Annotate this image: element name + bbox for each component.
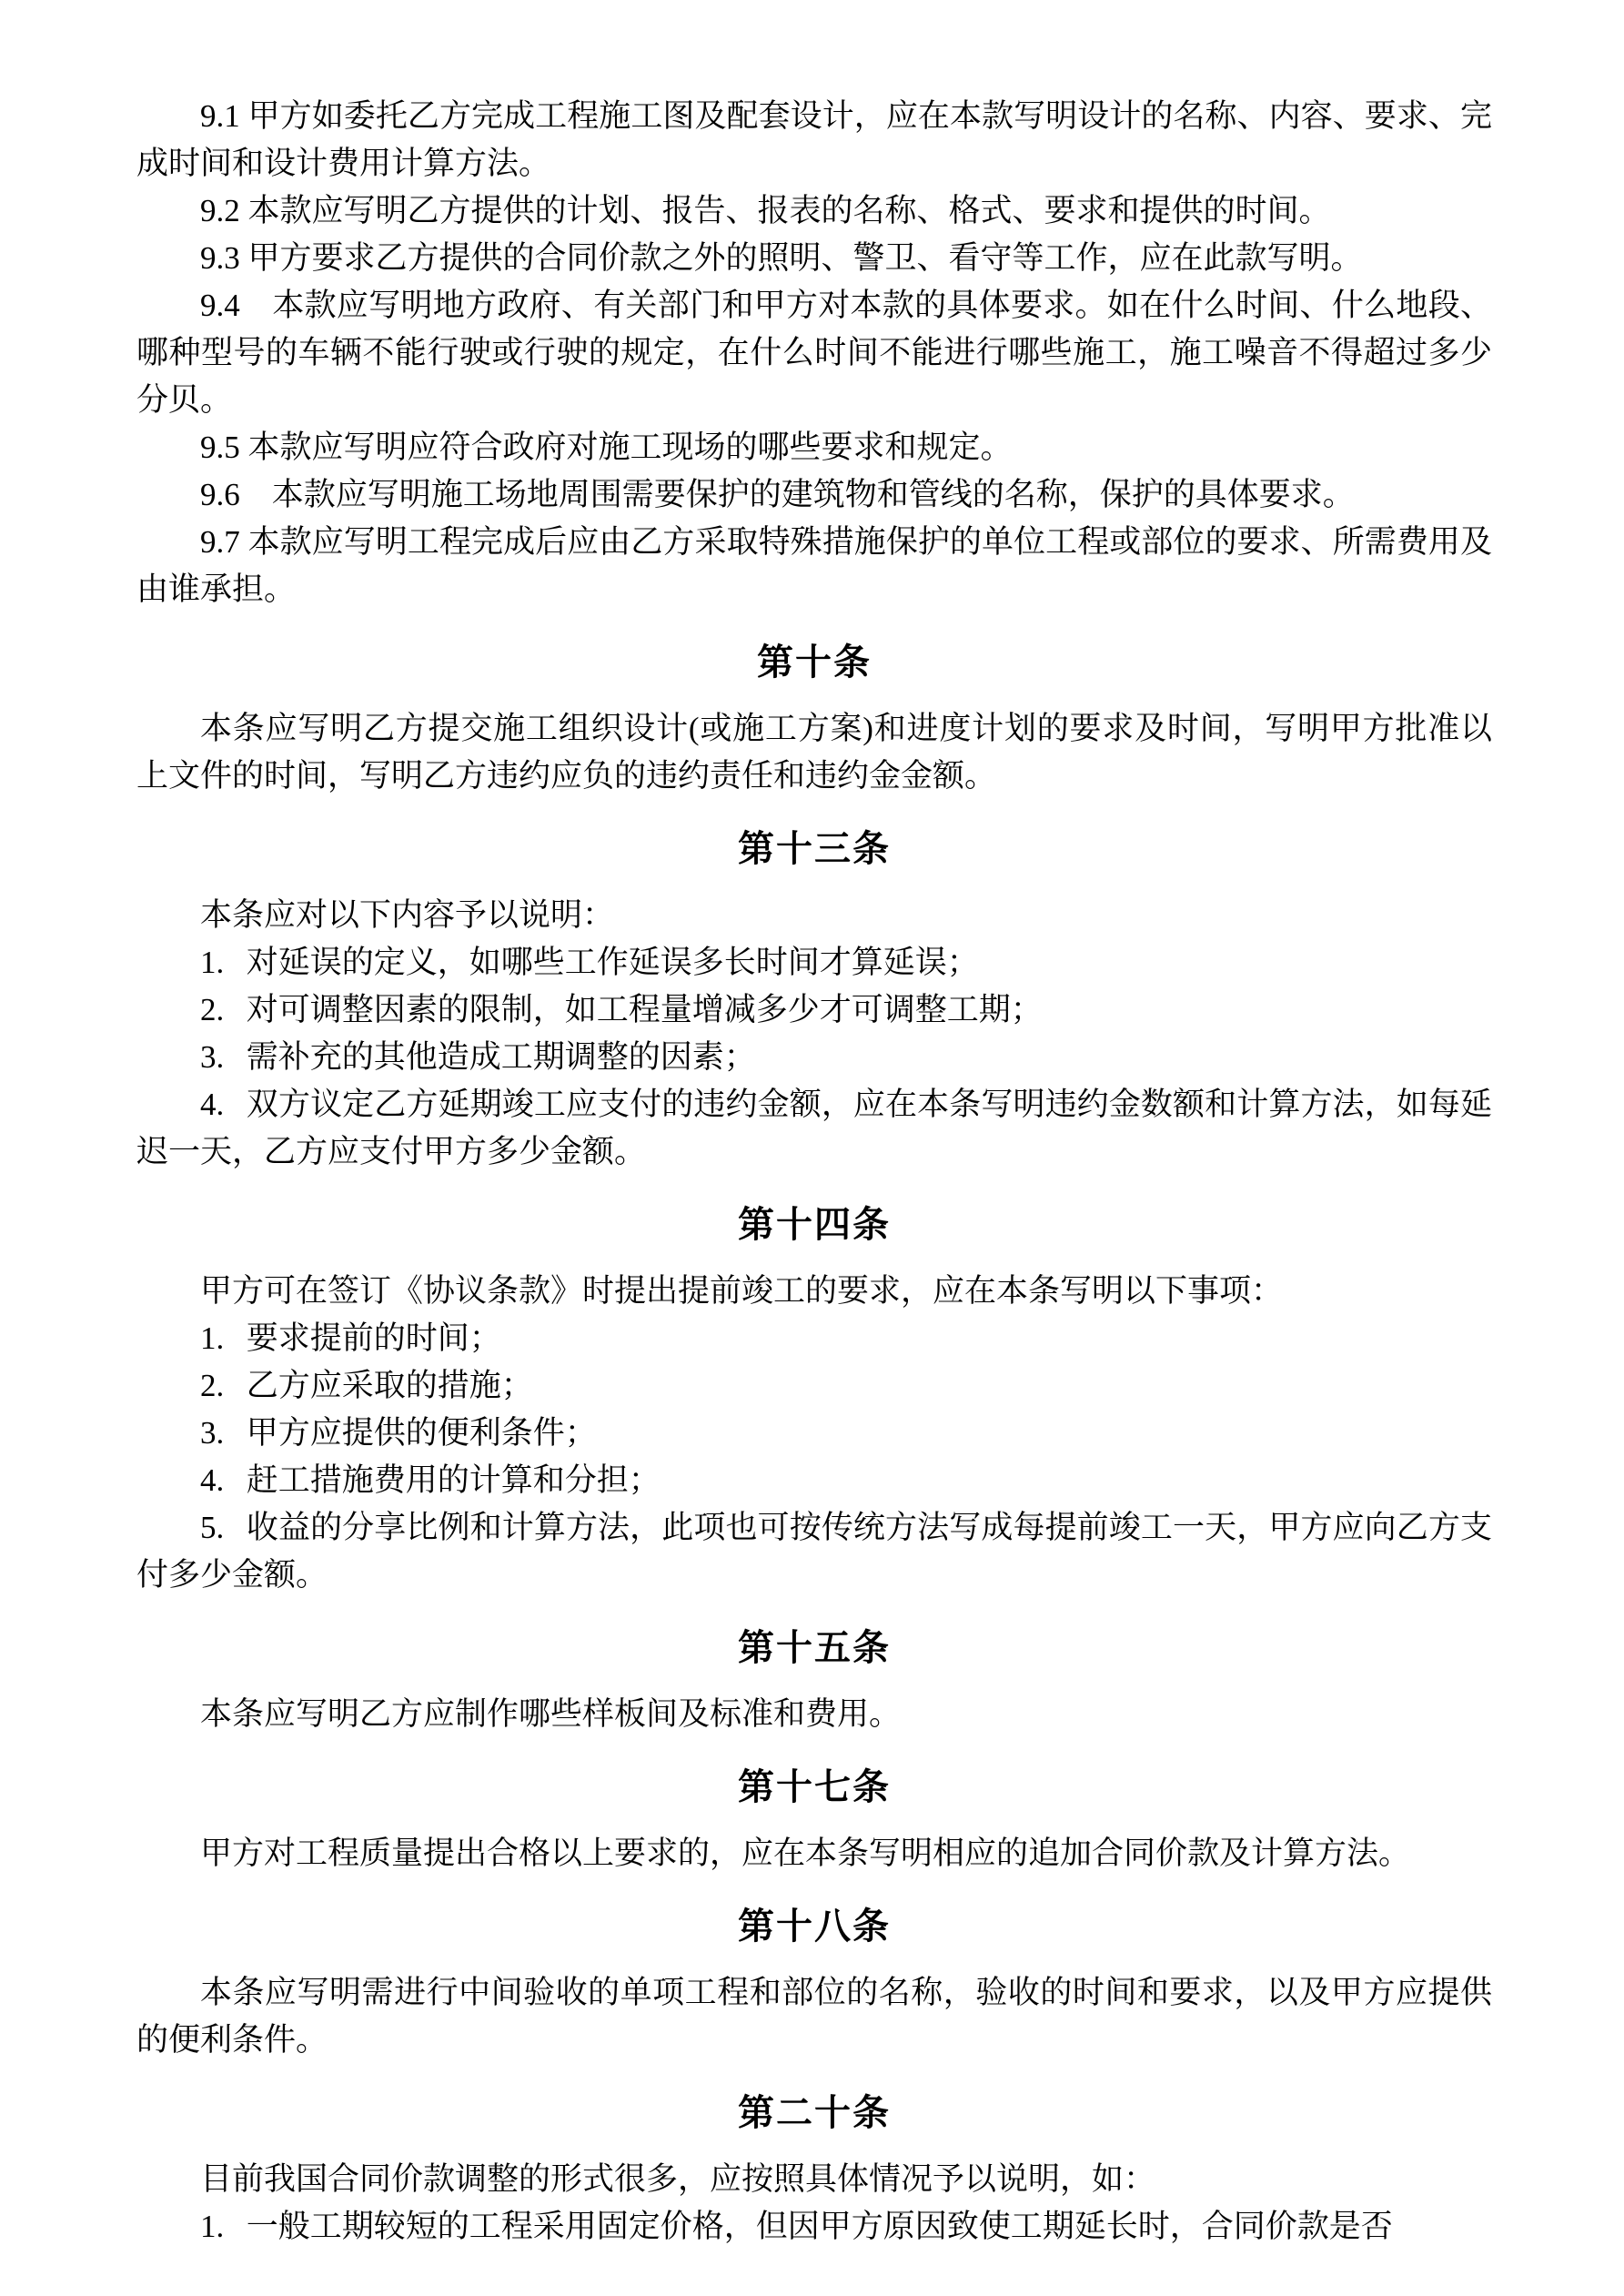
paragraph-article-10: 本条应写明乙方提交施工组织设计(或施工方案)和进度计划的要求及时间，写明甲方批准以上文件的时间，写明乙方违约应负的违约责任和违约金金额。	[136, 711, 1492, 794]
list-item	[136, 1315, 1492, 1362]
paragraph-9-1: 9.1 甲方如委托乙方完成工程施工图及配套设计，应在本款写明设计的名称、内容、要求、完成时间和设计费用计算方法。	[136, 98, 1492, 181]
list-item-text: 对延误的定义，如哪些工作延误多长时间才算延误；	[246, 945, 979, 980]
list-item-marker: 4.	[200, 1462, 225, 1498]
paragraph-article-13-intro: 本条应对以下内容予以说明：	[200, 897, 615, 933]
paragraph-article-20-intro: 目前我国合同价款调整的形式很多，应按照具体情况予以说明，如：	[200, 2161, 1156, 2197]
heading-article-18: 第十八条	[738, 1906, 891, 1947]
heading-article-17: 第十七条	[738, 1766, 891, 1807]
list-item-marker: 2.	[200, 992, 225, 1027]
paragraph-article-18: 本条应写明需进行中间验收的单项工程和部位的名称，验收的时间和要求，以及甲方应提供的便利条件。	[136, 1975, 1492, 2058]
list-item-text: 对可调整因素的限制，如工程量增减多少才可调整工期；	[246, 992, 1043, 1027]
paragraph-article-14-intro: 甲方可在签订《协议条款》时提出提前竣工的要求，应在本条写明以下事项：	[200, 1273, 1284, 1309]
list-item	[136, 939, 1492, 986]
paragraph-9-4: 9.4 本款应写明地方政府、有关部门和甲方对本款的具体要求。如在什么时间、什么地段、哪种型号的车辆不能行驶或行驶的规定，在什么时间不能进行哪些施工，施工噪音不得超过多少分贝。	[136, 288, 1492, 418]
list-item-marker: 5.	[200, 1510, 225, 1545]
list-item-marker: 1.	[200, 945, 225, 980]
list-item-marker: 3.	[200, 1415, 225, 1451]
list-item-text: 收益的分享比例和计算方法，此项也可按传统方法写成每提前竣工一天，甲方应向乙方支付多少金额。	[136, 1510, 1492, 1593]
list-item-marker: 1.	[200, 2209, 225, 2244]
paragraph-9-7: 9.7 本款应写明工程完成后应由乙方采取特殊措施保护的单位工程或部位的要求、所需费用及由谁承担。	[136, 524, 1492, 607]
heading-article-15: 第十五条	[738, 1627, 891, 1668]
paragraph-9-6: 9.6 本款应写明施工场地周围需要保护的建筑物和管线的名称，保护的具体要求。	[200, 477, 1355, 512]
list-item	[136, 1081, 1492, 1176]
paragraph-article-15: 本条应写明乙方应制作哪些样板间及标准和费用。	[200, 1696, 902, 1732]
heading-article-10: 第十条	[757, 642, 872, 683]
list-item	[136, 1034, 1492, 1081]
list-item-text: 双方议定乙方延期竣工应支付的违约金额，应在本条写明违约金数额和计算方法，如每延迟一天，乙方应支付甲方多少金额。	[136, 1087, 1492, 1169]
list-item-text: 要求提前的时间；	[246, 1320, 501, 1356]
paragraph-9-5: 9.5 本款应写明应符合政府对施工现场的哪些要求和规定。	[200, 430, 1013, 465]
list-item	[136, 1362, 1492, 1410]
list-item-text: 乙方应采取的措施；	[246, 1368, 533, 1403]
list-item-text: 赶工措施费用的计算和分担；	[246, 1462, 661, 1498]
heading-article-20: 第二十条	[738, 2092, 891, 2133]
list-item-text: 甲方应提供的便利条件；	[246, 1415, 597, 1451]
list-item	[136, 1410, 1492, 1457]
list-item-marker: 4.	[200, 1087, 225, 1122]
list-item-marker: 1.	[200, 1320, 225, 1356]
paragraph-9-2: 9.2 本款应写明乙方提供的计划、报告、报表的名称、格式、要求和提供的时间。	[200, 193, 1331, 228]
list-item-marker: 2.	[200, 1368, 225, 1403]
list-item	[136, 2203, 1492, 2250]
paragraph-article-17: 甲方对工程质量提出合格以上要求的，应在本条写明相应的追加合同价款及计算方法。	[200, 1836, 1411, 1871]
list-item-text: 需补充的其他造成工期调整的因素；	[246, 1039, 756, 1075]
paragraph-9-3: 9.3 甲方要求乙方提供的合同价款之外的照明、警卫、看守等工作，应在此款写明。	[200, 240, 1363, 276]
heading-article-14: 第十四条	[738, 1204, 891, 1245]
list-item-marker: 3.	[200, 1039, 225, 1075]
list-item	[136, 986, 1492, 1034]
list-item	[136, 1504, 1492, 1599]
list-item	[136, 1457, 1492, 1504]
list-item-text: 一般工期较短的工程采用固定价格，但因甲方原因致使工期延长时，合同价款是否	[246, 2209, 1393, 2244]
heading-article-13: 第十三条	[738, 828, 891, 869]
